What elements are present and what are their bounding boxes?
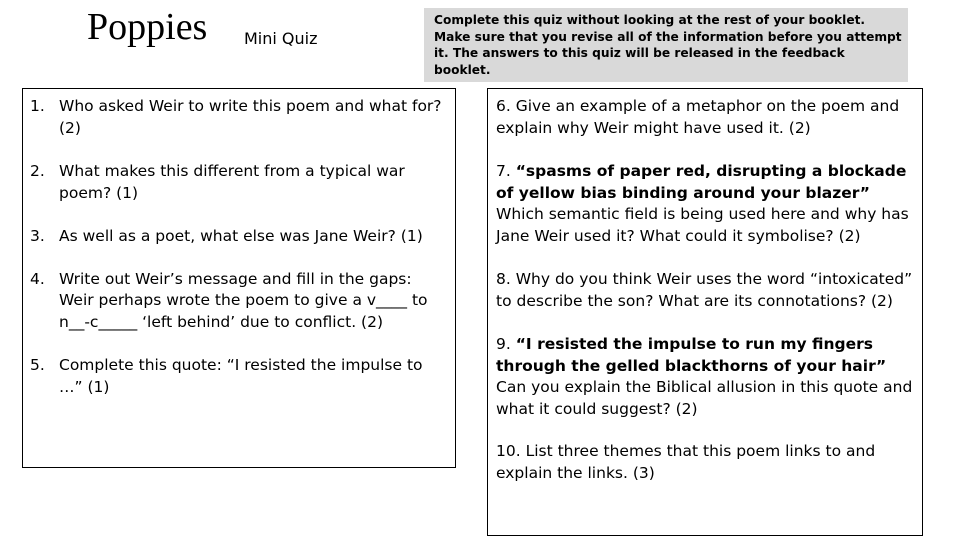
instructions-notice — [424, 8, 908, 82]
question-7 — [496, 161, 916, 247]
page-title: Poppies — [87, 6, 208, 48]
questions-right-box — [487, 88, 923, 536]
question-10 — [496, 441, 916, 484]
question-2 — [30, 161, 447, 204]
question-text: Write out Weir’s message and fill in the gaps: Weir perhaps wrote the poem to give a v____ to n__-c_____ ‘left behind’ due to conflict. (2) — [59, 269, 428, 331]
question-text: 10. List three themes that this poem links to and explain the links. (3) — [496, 442, 876, 482]
instructions-text: Complete this quiz without looking at the rest of your booklet. Make sure that you revise all of the information before you attempt it. The answers to this quiz will be released in the feedback booklet. — [434, 13, 902, 77]
question-text: Which semantic field is being used here and why has Jane Weir used it? What could it symbolise? (2) — [496, 205, 909, 245]
question-number: 5. — [30, 356, 45, 374]
question-6 — [496, 96, 916, 139]
question-number: 9. — [496, 335, 511, 353]
question-number: 1. — [30, 97, 45, 115]
question-1 — [30, 96, 447, 139]
question-text: 6. Give an example of a metaphor on the poem and explain why Weir might have used it. (2) — [496, 97, 900, 137]
question-4 — [30, 269, 447, 334]
questions-left-box — [22, 88, 456, 468]
question-text: As well as a poet, what else was Jane Weir? (1) — [59, 227, 423, 245]
question-number: 3. — [30, 227, 45, 245]
question-quote: “I resisted the impulse to run my fingers through the gelled blackthorns of your hair” — [496, 335, 887, 375]
question-text: Who asked Weir to write this poem and what for? (2) — [59, 97, 442, 137]
question-number: 4. — [30, 269, 45, 288]
question-text: Complete this quote: “I resisted the impulse to …” (1) — [59, 356, 423, 396]
question-3 — [30, 226, 447, 248]
question-text: Can you explain the Biblical allusion in this quote and what it could suggest? (2) — [496, 378, 913, 418]
question-text: 8. Why do you think Weir uses the word “intoxicated” to describe the son? What are its connotations? (2) — [496, 270, 913, 310]
question-9 — [496, 334, 916, 420]
question-number: 7. — [496, 162, 511, 180]
page-subtitle: Mini Quiz — [244, 29, 318, 48]
question-quote: “spasms of paper red, disrupting a blockade of yellow bias binding around your blazer” — [496, 162, 907, 202]
question-8 — [496, 269, 916, 312]
question-number: 2. — [30, 162, 45, 180]
question-5 — [30, 355, 447, 398]
question-text: What makes this different from a typical war poem? (1) — [59, 162, 405, 202]
